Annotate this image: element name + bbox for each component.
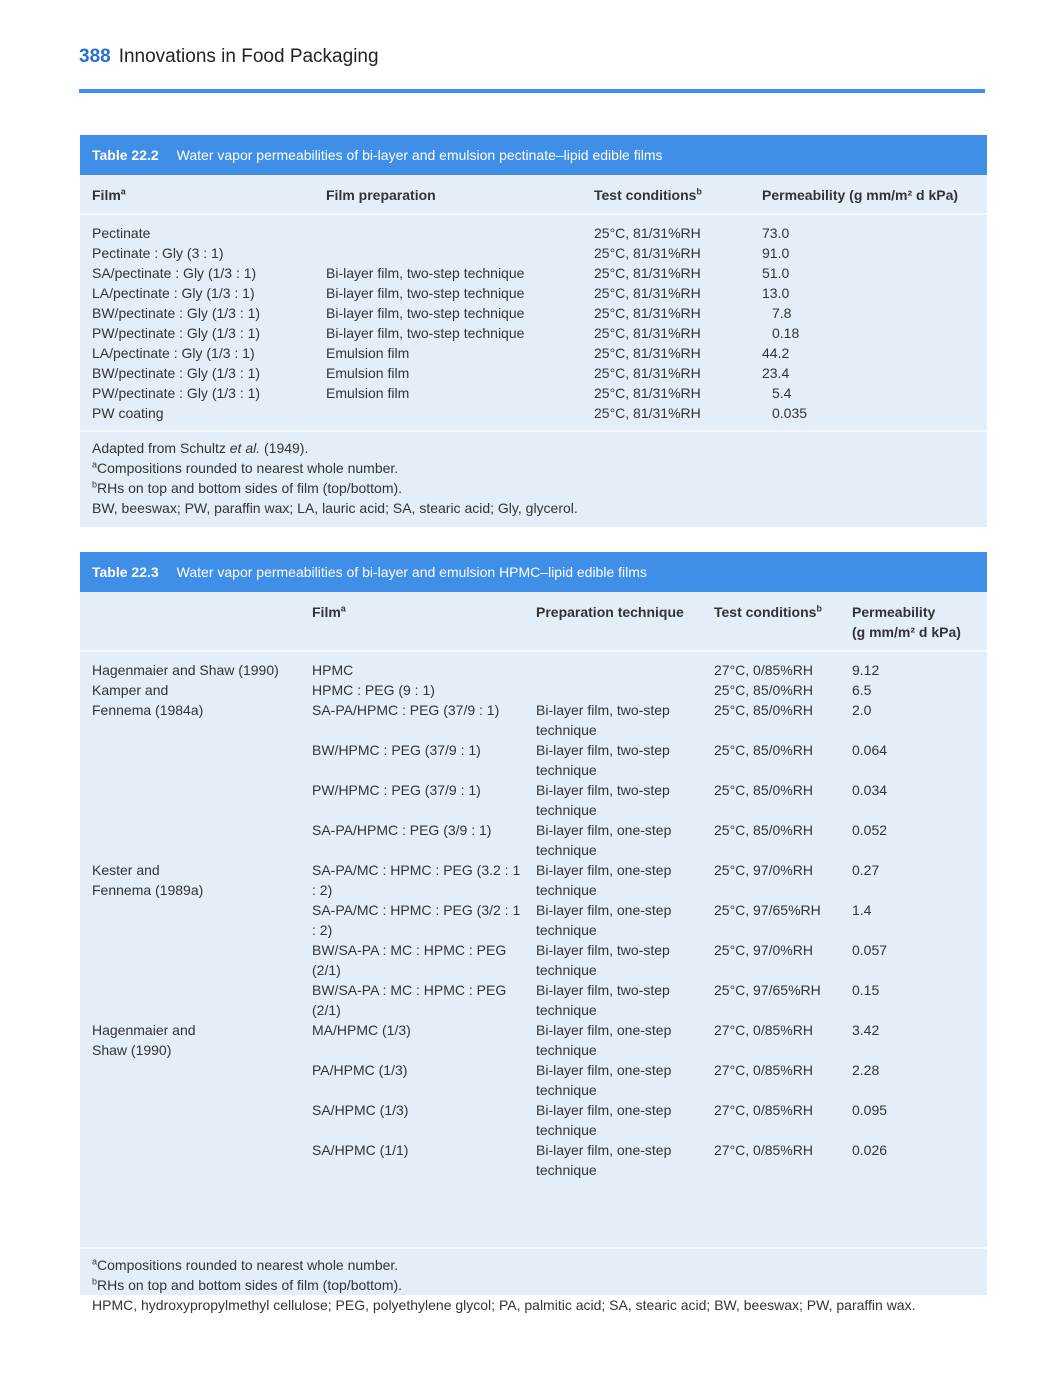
col-header-film: Film$^a$ (92, 186, 126, 203)
cell-test-conditions: 25°C, 85/0%RH (714, 682, 813, 698)
cell-test-conditions: 25°C, 81/31%RH (594, 305, 701, 321)
cell-permeability: 6.5 (852, 682, 872, 698)
cell-permeability: 91.0 (762, 245, 790, 261)
page-number: 388 (79, 46, 111, 67)
cell-permeability: 0.18 (772, 325, 800, 341)
note-b: $^b$RHs on top and bottom sides of film (top/bottom). (92, 479, 403, 496)
cell-film-preparation: Emulsion film (326, 385, 410, 401)
cell-source: Kester and Fennema (1989a) (92, 862, 204, 898)
cell-film-preparation: Emulsion film (326, 365, 410, 381)
cell-permeability: 0.057 (852, 942, 888, 958)
cell-test-conditions: 25°C, 85/0%RH (714, 822, 813, 838)
cell-film-preparation: Bi-layer film, two-step technique (326, 285, 525, 301)
table-notes (92, 1255, 915, 1315)
cell-preparation-technique: Bi-layer film, one-step technique (536, 902, 672, 938)
cell-permeability: 73.0 (762, 225, 790, 241)
cell-test-conditions: 25°C, 97/65%RH (714, 982, 821, 998)
cell-test-conditions: 25°C, 81/31%RH (594, 325, 701, 341)
cell-film: Pectinate (92, 225, 151, 241)
table-title: Water vapor permeabilities of bi-layer and emulsion HPMC–lipid edible films (176, 564, 647, 580)
cell-film: BW/pectinate : Gly (1/3 : 1) (92, 365, 261, 381)
cell-film: SA/HPMC (1/3) (312, 1102, 409, 1118)
table-22-3 (80, 552, 987, 1313)
cell-preparation-technique: Bi-layer film, two-step technique (536, 742, 670, 778)
col-header-test-conditions: Test conditions$^b$ (594, 186, 702, 203)
cell-preparation-technique: Bi-layer film, two-step technique (536, 942, 670, 978)
cell-source: Hagenmaier and Shaw (1990) (92, 662, 279, 678)
note-a: $^a$Compositions rounded to nearest whole number. (92, 1256, 399, 1273)
cell-preparation-technique: Bi-layer film, one-step technique (536, 1142, 672, 1178)
page-header (79, 46, 379, 68)
table-title-bar (80, 552, 987, 592)
cell-film: PW/pectinate : Gly (1/3 : 1) (92, 385, 261, 401)
header-rule (80, 650, 987, 652)
cell-test-conditions: 27°C, 0/85%RH (714, 1062, 813, 1078)
cell-film-preparation: Bi-layer film, two-step technique (326, 325, 525, 341)
table-22-2 (80, 135, 987, 527)
cell-film: Pectinate : Gly (3 : 1) (92, 245, 224, 261)
cell-preparation-technique: Bi-layer film, two-step technique (536, 982, 670, 1018)
cell-film: SA/HPMC (1/1) (312, 1142, 409, 1158)
cell-film: BW/pectinate : Gly (1/3 : 1) (92, 305, 261, 321)
cell-film-preparation: Bi-layer film, two-step technique (326, 265, 525, 281)
cell-permeability: 0.026 (852, 1142, 888, 1158)
header-rule (80, 213, 987, 215)
body-rule (80, 1247, 987, 1249)
note-abbreviations: HPMC, hydroxypropylmethyl cellulose; PEG, polyethylene glycol; PA, palmitic acid; SA, stearic acid; BW, beeswax; PW, paraffin wax. (92, 1297, 916, 1313)
cell-film-preparation: Bi-layer film, two-step technique (326, 305, 525, 321)
cell-test-conditions: 25°C, 81/31%RH (594, 405, 701, 421)
col-header-permeability: Permeability (g mm/m² d kPa) (762, 187, 959, 203)
cell-permeability: 0.064 (852, 742, 888, 758)
cell-test-conditions: 25°C, 81/31%RH (594, 385, 701, 401)
cell-film: HPMC : PEG (9 : 1) (312, 682, 435, 698)
cell-permeability: 2.0 (852, 702, 872, 718)
cell-test-conditions: 25°C, 97/0%RH (714, 862, 813, 878)
cell-film: SA-PA/HPMC : PEG (37/9 : 1) (312, 702, 500, 718)
cell-test-conditions: 25°C, 81/31%RH (594, 245, 701, 261)
cell-preparation-technique: Bi-layer film, one-step technique (536, 1102, 672, 1138)
cell-source: Hagenmaier and Shaw (1990) (92, 1022, 196, 1058)
cell-test-conditions: 27°C, 0/85%RH (714, 662, 813, 678)
table-notes (92, 438, 578, 518)
cell-preparation-technique: Bi-layer film, one-step technique (536, 822, 672, 858)
table-title-bar (80, 135, 987, 175)
cell-test-conditions: 25°C, 81/31%RH (594, 265, 701, 281)
col-header-film: Film$^a$ (312, 603, 346, 620)
cell-permeability: 23.4 (762, 365, 790, 381)
note-adapted: Adapted from Schultz et al. (1949). (92, 440, 309, 456)
cell-film: SA-PA/MC : HPMC : PEG (3/2 : 1 : 2) (312, 902, 521, 938)
cell-preparation-technique: Bi-layer film, one-step technique (536, 862, 672, 898)
col-header-preparation-technique: Preparation technique (536, 604, 684, 620)
cell-permeability: 0.035 (772, 405, 808, 421)
table-title: Water vapor permeabilities of bi-layer and emulsion pectinate–lipid edible films (176, 147, 663, 163)
cell-preparation-technique: Bi-layer film, one-step technique (536, 1022, 672, 1058)
cell-test-conditions: 25°C, 85/0%RH (714, 782, 813, 798)
cell-permeability: 7.8 (772, 305, 792, 321)
cell-film: PW/pectinate : Gly (1/3 : 1) (92, 325, 261, 341)
col-header-permeability: Permeability (g mm/m² d kPa) (852, 604, 961, 640)
cell-film: SA-PA/HPMC : PEG (3/9 : 1) (312, 822, 492, 838)
table-number: Table 22.2 (92, 147, 159, 163)
cell-test-conditions: 25°C, 81/31%RH (594, 285, 701, 301)
cell-test-conditions: 27°C, 0/85%RH (714, 1142, 813, 1158)
cell-film: BW/HPMC : PEG (37/9 : 1) (312, 742, 481, 758)
cell-film: SA/pectinate : Gly (1/3 : 1) (92, 265, 257, 281)
cell-film: BW/SA-PA : MC : HPMC : PEG (2/1) (312, 982, 507, 1018)
cell-test-conditions: 27°C, 0/85%RH (714, 1102, 813, 1118)
note-abbreviations: BW, beeswax; PW, paraffin wax; LA, lauric acid; SA, stearic acid; Gly, glycerol. (92, 500, 578, 516)
cell-test-conditions: 27°C, 0/85%RH (714, 1022, 813, 1038)
cell-film: LA/pectinate : Gly (1/3 : 1) (92, 285, 255, 301)
cell-film: LA/pectinate : Gly (1/3 : 1) (92, 345, 255, 361)
cell-film: PW/HPMC : PEG (37/9 : 1) (312, 782, 481, 798)
cell-film: SA-PA/MC : HPMC : PEG (3.2 : 1 : 2) (312, 862, 521, 898)
cell-permeability: 0.095 (852, 1102, 888, 1118)
cell-test-conditions: 25°C, 81/31%RH (594, 365, 701, 381)
cell-test-conditions: 25°C, 81/31%RH (594, 225, 701, 241)
cell-source: Kamper and Fennema (1984a) (92, 682, 204, 718)
cell-film-preparation: Emulsion film (326, 345, 410, 361)
cell-permeability: 3.42 (852, 1022, 880, 1038)
cell-permeability: 51.0 (762, 265, 790, 281)
body-rule (80, 430, 987, 432)
cell-test-conditions: 25°C, 97/65%RH (714, 902, 821, 918)
header-rule (79, 89, 985, 93)
cell-test-conditions: 25°C, 85/0%RH (714, 702, 813, 718)
note-b: $^b$RHs on top and bottom sides of film (top/bottom). (92, 1276, 403, 1293)
cell-film: MA/HPMC (1/3) (312, 1022, 411, 1038)
cell-film: HPMC (312, 662, 354, 678)
cell-permeability: 0.034 (852, 782, 888, 798)
cell-preparation-technique: Bi-layer film, one-step technique (536, 1062, 672, 1098)
cell-permeability: 0.15 (852, 982, 880, 998)
cell-film: BW/SA-PA : MC : HPMC : PEG (2/1) (312, 942, 507, 978)
cell-film: PW coating (92, 405, 164, 421)
cell-test-conditions: 25°C, 81/31%RH (594, 345, 701, 361)
cell-test-conditions: 25°C, 85/0%RH (714, 742, 813, 758)
cell-preparation-technique: Bi-layer film, two-step technique (536, 782, 670, 818)
cell-film: PA/HPMC (1/3) (312, 1062, 408, 1078)
cell-permeability: 0.27 (852, 862, 880, 878)
cell-permeability: 1.4 (852, 902, 872, 918)
cell-permeability: 2.28 (852, 1062, 880, 1078)
cell-preparation-technique: Bi-layer film, two-step technique (536, 702, 670, 738)
col-header-test-conditions: Test conditions$^b$ (714, 603, 822, 620)
cell-permeability: 13.0 (762, 285, 790, 301)
col-header-film-preparation: Film preparation (326, 187, 436, 203)
cell-permeability: 9.12 (852, 662, 880, 678)
cell-test-conditions: 25°C, 97/0%RH (714, 942, 813, 958)
table-number: Table 22.3 (92, 564, 159, 580)
cell-permeability: 0.052 (852, 822, 888, 838)
note-a: $^a$Compositions rounded to nearest whole number. (92, 459, 399, 476)
cell-permeability: 44.2 (762, 345, 790, 361)
cell-permeability: 5.4 (772, 385, 792, 401)
book-title: Innovations in Food Packaging (118, 46, 379, 67)
